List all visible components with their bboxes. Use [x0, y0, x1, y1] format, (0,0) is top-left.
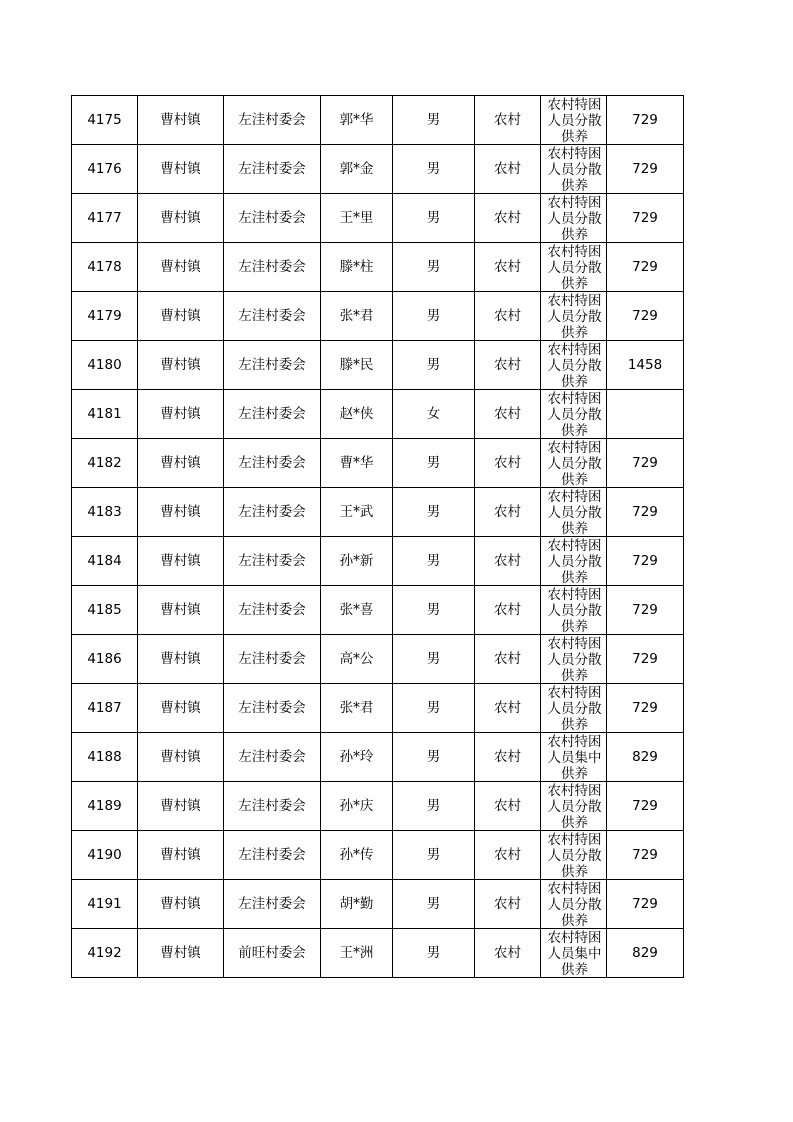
record-id-cell: 4176	[72, 145, 138, 194]
person-name-cell: 王*洲	[321, 929, 393, 978]
record-id-cell: 4183	[72, 488, 138, 537]
record-id-cell: 4188	[72, 733, 138, 782]
gender-cell: 男	[393, 635, 475, 684]
gender-cell: 男	[393, 929, 475, 978]
record-id-cell: 4181	[72, 390, 138, 439]
gender-cell: 男	[393, 145, 475, 194]
gender-cell: 男	[393, 341, 475, 390]
table-row	[72, 96, 684, 145]
record-id-cell: 4175	[72, 96, 138, 145]
table-row	[72, 929, 684, 978]
village-committee-cell: 左洼村委会	[224, 831, 321, 880]
record-id-cell: 4191	[72, 880, 138, 929]
support-type-text: 农村特困人员分散供养	[547, 244, 602, 291]
support-type-text: 农村特困人员分散供养	[547, 636, 602, 683]
area-type-cell: 农村	[475, 684, 541, 733]
record-id-cell: 4180	[72, 341, 138, 390]
support-type-text: 农村特困人员分散供养	[547, 881, 602, 928]
area-type-cell: 农村	[475, 635, 541, 684]
amount-cell: 729	[607, 684, 684, 733]
amount-cell: 729	[607, 96, 684, 145]
record-id-cell: 4179	[72, 292, 138, 341]
support-type-cell	[541, 145, 607, 194]
support-type-text: 农村特困人员分散供养	[547, 195, 602, 242]
support-type-text: 农村特困人员分散供养	[547, 832, 602, 879]
table-row	[72, 292, 684, 341]
table-row	[72, 586, 684, 635]
gender-cell: 男	[393, 880, 475, 929]
amount-cell: 729	[607, 537, 684, 586]
record-id-cell: 4186	[72, 635, 138, 684]
village-committee-cell: 左洼村委会	[224, 880, 321, 929]
table-row	[72, 537, 684, 586]
support-type-text: 农村特困人员分散供养	[547, 783, 602, 830]
village-committee-cell: 左洼村委会	[224, 341, 321, 390]
village-committee-cell: 左洼村委会	[224, 243, 321, 292]
table-row	[72, 488, 684, 537]
village-committee-cell: 左洼村委会	[224, 635, 321, 684]
area-type-cell: 农村	[475, 145, 541, 194]
gender-cell: 男	[393, 684, 475, 733]
gender-cell: 男	[393, 96, 475, 145]
support-type-text: 农村特困人员分散供养	[547, 587, 602, 634]
support-type-text: 农村特困人员分散供养	[547, 391, 602, 438]
support-type-cell	[541, 488, 607, 537]
support-type-cell	[541, 96, 607, 145]
support-type-text: 农村特困人员分散供养	[547, 489, 602, 536]
area-type-cell: 农村	[475, 243, 541, 292]
support-type-cell	[541, 243, 607, 292]
town-cell: 曹村镇	[138, 684, 224, 733]
town-cell: 曹村镇	[138, 733, 224, 782]
town-cell: 曹村镇	[138, 145, 224, 194]
person-name-cell: 王*里	[321, 194, 393, 243]
table-row	[72, 635, 684, 684]
gender-cell: 男	[393, 194, 475, 243]
village-committee-cell: 左洼村委会	[224, 439, 321, 488]
record-id-cell: 4190	[72, 831, 138, 880]
gender-cell: 男	[393, 537, 475, 586]
amount-cell: 729	[607, 243, 684, 292]
support-type-cell	[541, 684, 607, 733]
village-committee-cell: 左洼村委会	[224, 292, 321, 341]
person-name-cell: 赵*侠	[321, 390, 393, 439]
town-cell: 曹村镇	[138, 341, 224, 390]
support-type-cell	[541, 929, 607, 978]
town-cell: 曹村镇	[138, 782, 224, 831]
support-type-cell	[541, 439, 607, 488]
record-id-cell: 4178	[72, 243, 138, 292]
person-name-cell: 郭*华	[321, 96, 393, 145]
area-type-cell: 农村	[475, 390, 541, 439]
gender-cell: 男	[393, 292, 475, 341]
town-cell: 曹村镇	[138, 586, 224, 635]
record-id-cell: 4184	[72, 537, 138, 586]
record-id-cell: 4187	[72, 684, 138, 733]
record-id-cell: 4182	[72, 439, 138, 488]
person-name-cell: 孙*传	[321, 831, 393, 880]
village-committee-cell: 左洼村委会	[224, 194, 321, 243]
area-type-cell: 农村	[475, 341, 541, 390]
support-type-text: 农村特困人员分散供养	[547, 440, 602, 487]
village-committee-cell: 前旺村委会	[224, 929, 321, 978]
support-type-text: 农村特困人员分散供养	[547, 685, 602, 732]
person-name-cell: 张*君	[321, 292, 393, 341]
amount-cell: 729	[607, 586, 684, 635]
gender-cell: 男	[393, 488, 475, 537]
record-id-cell: 4189	[72, 782, 138, 831]
table-row	[72, 880, 684, 929]
person-name-cell: 孙*新	[321, 537, 393, 586]
area-type-cell: 农村	[475, 488, 541, 537]
person-name-cell: 王*武	[321, 488, 393, 537]
area-type-cell: 农村	[475, 96, 541, 145]
person-name-cell: 张*君	[321, 684, 393, 733]
amount-cell: 829	[607, 733, 684, 782]
gender-cell: 女	[393, 390, 475, 439]
town-cell: 曹村镇	[138, 96, 224, 145]
support-type-cell	[541, 586, 607, 635]
area-type-cell: 农村	[475, 194, 541, 243]
village-committee-cell: 左洼村委会	[224, 488, 321, 537]
village-committee-cell: 左洼村委会	[224, 537, 321, 586]
support-type-cell	[541, 782, 607, 831]
village-committee-cell: 左洼村委会	[224, 96, 321, 145]
support-type-cell	[541, 341, 607, 390]
area-type-cell: 农村	[475, 733, 541, 782]
amount-cell: 1458	[607, 341, 684, 390]
table-row	[72, 782, 684, 831]
area-type-cell: 农村	[475, 929, 541, 978]
gender-cell: 男	[393, 733, 475, 782]
support-type-text: 农村特困人员分散供养	[547, 146, 602, 193]
town-cell: 曹村镇	[138, 880, 224, 929]
village-committee-cell: 左洼村委会	[224, 733, 321, 782]
person-name-cell: 孙*庆	[321, 782, 393, 831]
table-row	[72, 733, 684, 782]
person-name-cell: 高*公	[321, 635, 393, 684]
table-row	[72, 243, 684, 292]
amount-cell: 729	[607, 439, 684, 488]
support-type-cell	[541, 390, 607, 439]
support-type-cell	[541, 733, 607, 782]
table-body	[72, 96, 684, 978]
record-id-cell: 4192	[72, 929, 138, 978]
town-cell: 曹村镇	[138, 537, 224, 586]
village-committee-cell: 左洼村委会	[224, 145, 321, 194]
table-row	[72, 194, 684, 243]
support-type-text: 农村特困人员集中供养	[547, 734, 602, 781]
amount-cell: 829	[607, 929, 684, 978]
person-name-cell: 郭*金	[321, 145, 393, 194]
area-type-cell: 农村	[475, 292, 541, 341]
amount-cell: 729	[607, 194, 684, 243]
village-committee-cell: 左洼村委会	[224, 684, 321, 733]
gender-cell: 男	[393, 243, 475, 292]
support-type-text: 农村特困人员分散供养	[547, 293, 602, 340]
town-cell: 曹村镇	[138, 439, 224, 488]
town-cell: 曹村镇	[138, 243, 224, 292]
support-type-text: 农村特困人员集中供养	[547, 930, 602, 977]
person-name-cell: 滕*柱	[321, 243, 393, 292]
person-name-cell: 孙*玲	[321, 733, 393, 782]
gender-cell: 男	[393, 782, 475, 831]
support-type-cell	[541, 635, 607, 684]
amount-cell: 729	[607, 488, 684, 537]
gender-cell: 男	[393, 586, 475, 635]
area-type-cell: 农村	[475, 586, 541, 635]
village-committee-cell: 左洼村委会	[224, 390, 321, 439]
town-cell: 曹村镇	[138, 292, 224, 341]
amount-cell: 729	[607, 635, 684, 684]
area-type-cell: 农村	[475, 439, 541, 488]
table-row	[72, 390, 684, 439]
area-type-cell: 农村	[475, 537, 541, 586]
table-row	[72, 341, 684, 390]
gender-cell: 男	[393, 439, 475, 488]
support-type-text: 农村特困人员分散供养	[547, 97, 602, 144]
support-type-text: 农村特困人员分散供养	[547, 538, 602, 585]
amount-cell	[607, 390, 684, 439]
amount-cell: 729	[607, 880, 684, 929]
support-type-text: 农村特困人员分散供养	[547, 342, 602, 389]
amount-cell: 729	[607, 145, 684, 194]
person-name-cell: 胡*勤	[321, 880, 393, 929]
area-type-cell: 农村	[475, 831, 541, 880]
area-type-cell: 农村	[475, 880, 541, 929]
table-row	[72, 684, 684, 733]
table-row	[72, 831, 684, 880]
town-cell: 曹村镇	[138, 929, 224, 978]
person-name-cell: 张*喜	[321, 586, 393, 635]
town-cell: 曹村镇	[138, 635, 224, 684]
village-committee-cell: 左洼村委会	[224, 782, 321, 831]
record-id-cell: 4177	[72, 194, 138, 243]
support-type-cell	[541, 831, 607, 880]
town-cell: 曹村镇	[138, 488, 224, 537]
record-id-cell: 4185	[72, 586, 138, 635]
town-cell: 曹村镇	[138, 194, 224, 243]
amount-cell: 729	[607, 292, 684, 341]
amount-cell: 729	[607, 782, 684, 831]
support-type-cell	[541, 880, 607, 929]
support-type-cell	[541, 194, 607, 243]
support-type-cell	[541, 537, 607, 586]
gender-cell: 男	[393, 831, 475, 880]
amount-cell: 729	[607, 831, 684, 880]
town-cell: 曹村镇	[138, 831, 224, 880]
table-row	[72, 145, 684, 194]
table-row	[72, 439, 684, 488]
relief-roster-table	[71, 95, 684, 978]
person-name-cell: 曹*华	[321, 439, 393, 488]
village-committee-cell: 左洼村委会	[224, 586, 321, 635]
person-name-cell: 滕*民	[321, 341, 393, 390]
area-type-cell: 农村	[475, 782, 541, 831]
town-cell: 曹村镇	[138, 390, 224, 439]
support-type-cell	[541, 292, 607, 341]
